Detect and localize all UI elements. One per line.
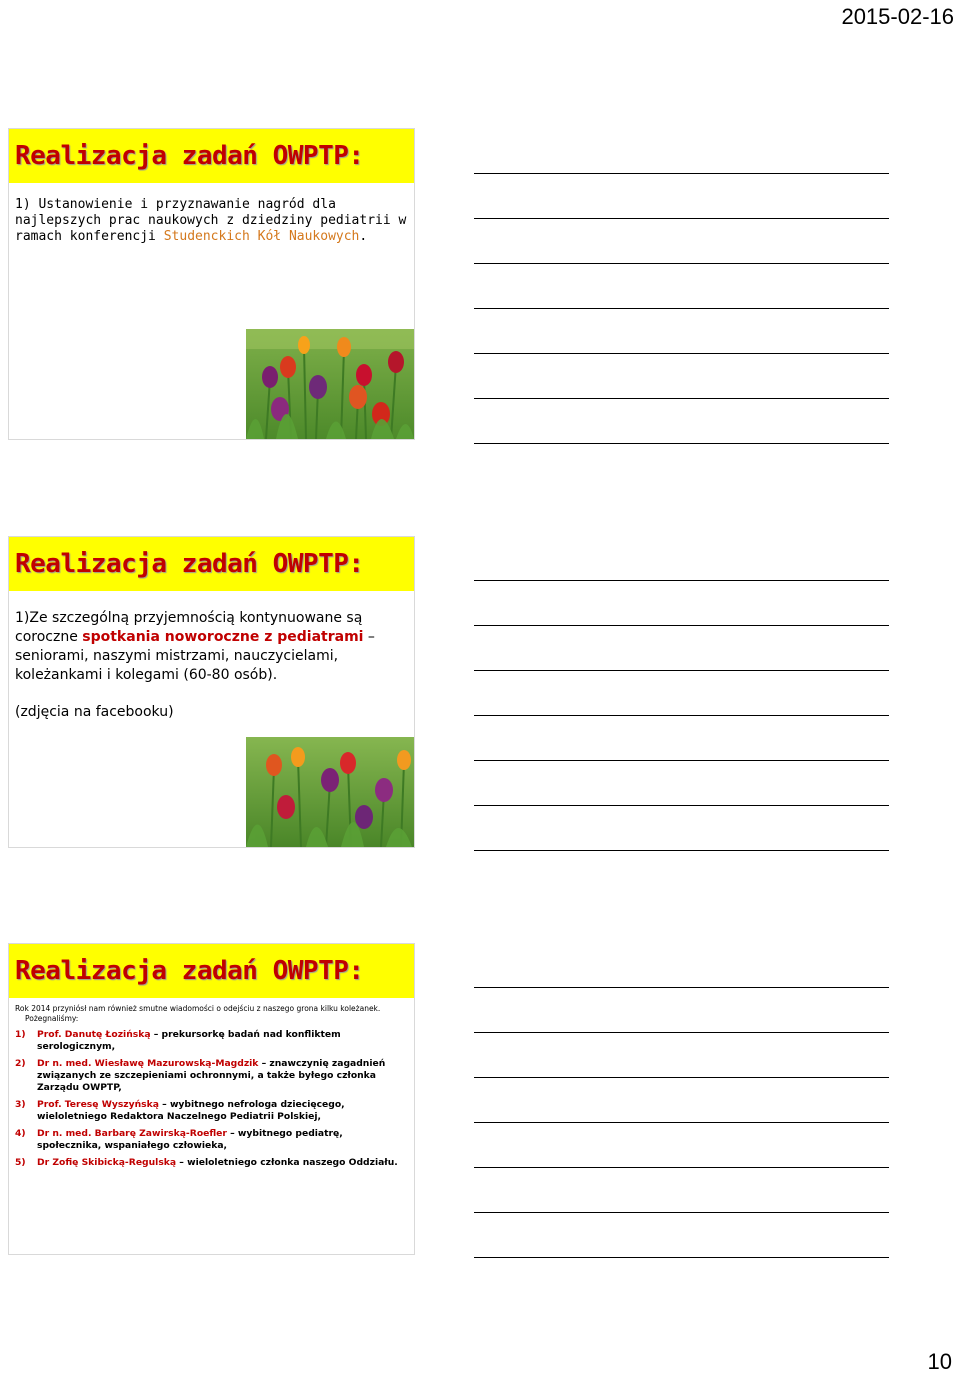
- note-line: [474, 263, 889, 264]
- note-line: [474, 443, 889, 444]
- person-description: – wybitnego pediatrę, społecznika, wspaniałego człowieka,: [37, 1128, 343, 1151]
- slide-title-bar: [9, 944, 414, 998]
- tulips-photo: [246, 737, 414, 847]
- note-line: [474, 173, 889, 174]
- note-line: [474, 353, 889, 354]
- slide-body: [9, 998, 414, 1169]
- person-name: Prof. Teresę Wyszyńską: [37, 1099, 159, 1110]
- slide-title: Realizacja zadań OWPTP:: [15, 549, 364, 579]
- person-name: Dr n. med. Barbarę Zawirską-Roefler: [37, 1128, 227, 1139]
- memorial-item: [15, 1029, 408, 1053]
- person-name: Dr Zofię Skibicką-Regulską: [37, 1157, 177, 1168]
- person-name: Dr n. med. Wiesławę Mazurowską-Magdzik: [37, 1058, 259, 1069]
- note-line: [474, 1257, 889, 1258]
- note-line: [474, 218, 889, 219]
- note-line: [474, 1122, 889, 1123]
- notes-lines-2: [474, 580, 889, 895]
- list-number: 1): [15, 1029, 26, 1040]
- list-number: 3): [15, 1099, 26, 1110]
- note-line: [474, 805, 889, 806]
- person-name: Prof. Danutę Łozińską: [37, 1029, 151, 1040]
- note-text: (zdjęcia na facebooku): [15, 704, 174, 720]
- memorial-item: [15, 1099, 408, 1123]
- intro-subtext: Pożegnaliśmy:: [25, 1014, 79, 1023]
- page-number: 10: [927, 1349, 952, 1374]
- note-line: [474, 760, 889, 761]
- memorial-item: [15, 1128, 408, 1152]
- note-line: [474, 670, 889, 671]
- memorial-list: [15, 1029, 408, 1169]
- list-number: 4): [15, 1128, 26, 1139]
- note-line: [474, 1212, 889, 1213]
- list-number: 2): [15, 1058, 26, 1069]
- memorial-item: [15, 1058, 408, 1094]
- slide-1: [8, 128, 415, 440]
- person-description: – znawczynię zagadnień związanych ze szczepieniami ochronnymi, a także byłego członka Zarządu OWPTP,: [37, 1058, 386, 1093]
- note-line: [474, 308, 889, 309]
- note-line: [474, 1077, 889, 1078]
- notes-lines-3: [474, 987, 889, 1302]
- note-line: [474, 987, 889, 988]
- highlight-text: spotkania noworoczne z pediatrami: [82, 629, 364, 645]
- note-line: [474, 715, 889, 716]
- note-line: [474, 625, 889, 626]
- list-number: 5): [15, 1157, 26, 1168]
- slide-3: [8, 943, 415, 1255]
- tulips-photo: [246, 329, 414, 439]
- slide-2: [8, 536, 415, 848]
- slide-title-bar: [9, 129, 414, 183]
- slide-title: Realizacja zadań OWPTP:: [15, 141, 364, 171]
- person-description: – wieloletniego członka naszego Oddziału.: [176, 1157, 398, 1168]
- print-date: 2015-02-16: [841, 4, 954, 29]
- note-line: [474, 398, 889, 399]
- note-line: [474, 850, 889, 851]
- person-description: – wybitnego nefrologa dziecięcego, wieloletniego Redaktora Naczelnego Pediatrii Polskiej,: [37, 1099, 345, 1122]
- slide-body: 1) Ustanowienie i przyznawanie nagród dla najlepszych prac naukowych z dziedziny pediatrii w ramach konferencji Studenckich Kół Naukowych.: [15, 197, 407, 244]
- highlight-text: Studenckich Kół Naukowych: [163, 229, 360, 244]
- memorial-item: [15, 1157, 408, 1169]
- intro-text: Rok 2014 przyniósł nam również smutne wiadomości o odejściu z naszego grona kilku koleżanek.: [15, 1004, 381, 1013]
- notes-lines-1: [474, 173, 889, 488]
- note-line: [474, 580, 889, 581]
- slide-body: 1)Ze szczególną przyjemnością kontynuowane są coroczne spotkania noworoczne z pediatrami – seniorami, naszymi mistrzami, nauczycielami, koleżankami i kolegami (60-80 osób). (zdjęcia na facebooku): [9, 591, 414, 722]
- note-line: [474, 1167, 889, 1168]
- slide-title: Realizacja zadań OWPTP:: [15, 956, 364, 986]
- person-description: – prekursorkę badań nad konfliktem serologicznym,: [37, 1029, 341, 1052]
- slide-title-bar: [9, 537, 414, 591]
- note-line: [474, 1032, 889, 1033]
